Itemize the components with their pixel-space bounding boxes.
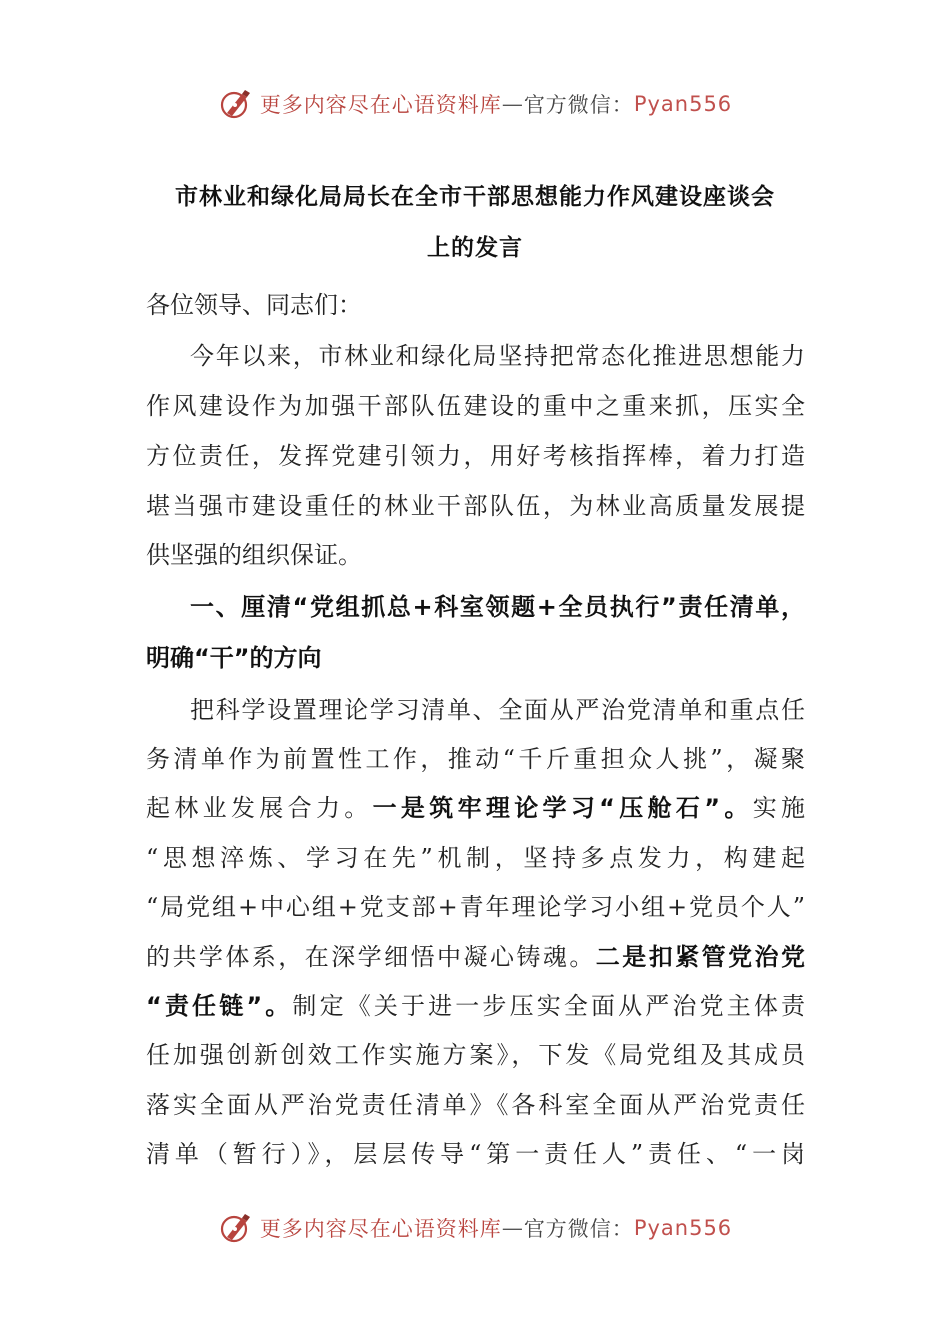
intro-line-3: 方位责任，发挥党建引领力，用好考核指挥棒，着力打造 (146, 442, 805, 470)
section-1-body-line-6 (146, 937, 805, 977)
salutation: 各位领导、同志们： (146, 291, 362, 319)
footer-watermark (0, 1208, 950, 1248)
body-text: 制定《关于进一步压实全面从严治党主体责 (292, 992, 806, 1020)
document-title-line-2: 上的发言 (427, 235, 523, 261)
intro-line-4: 堪当强市建设重任的林业干部队伍，为林业高质量发展提 (146, 492, 805, 520)
watermark-text: 更多内容尽在心语资料库 (259, 1217, 502, 1241)
body-text: 实施 (752, 794, 806, 822)
pen-nib-circle-icon (218, 1210, 254, 1246)
section-1-body-line-10: 清单（暂行）》，层层传导“第一责任人”责任、“一岗 (146, 1140, 805, 1168)
watermark-separator: — (501, 92, 524, 116)
watermark-separator: — (501, 1216, 524, 1240)
header-watermark (0, 84, 950, 124)
section-1-heading-line-2: 明确“干”的方向 (146, 644, 322, 672)
emphasis-point-2-cont: “责任链”。 (146, 992, 293, 1020)
intro-line-5: 供坚强的组织保证。 (146, 541, 362, 569)
body-text: 的共学体系，在深学细悟中凝心铸魂。 (146, 943, 596, 971)
section-1-body-line-1: 把科学设置理论学习清单、全面从严治党清单和重点任 (190, 696, 805, 724)
section-1-body-line-2: 务清单作为前置性工作，推动“千斤重担众人挑”，凝聚 (146, 745, 805, 773)
watermark-wechat-label: 官方微信： (523, 1217, 634, 1241)
section-1-body-line-8: 任加强创新创效工作实施方案》，下发《局党组及其成员 (146, 1041, 805, 1069)
section-1-body-line-5: “局党组+中心组+党支部+青年理论学习小组+党员个人” (146, 893, 805, 921)
section-1-body-line-7 (146, 986, 805, 1026)
section-1-body-line-9: 落实全面从严治党责任清单》《各科室全面从严治党责任 (146, 1091, 805, 1119)
document-title-line-1: 市林业和绿化局局长在全市干部思想能力作风建设座谈会 (175, 184, 775, 210)
body-text: 起林业发展合力。 (146, 794, 373, 822)
watermark-wechat-id: Pyan556 (633, 92, 733, 116)
emphasis-point-1: 一是筑牢理论学习“压舱石”。 (372, 794, 753, 822)
intro-line-1: 今年以来，市林业和绿化局坚持把常态化推进思想能力 (190, 342, 805, 370)
intro-line-2: 作风建设作为加强干部队伍建设的重中之重来抓，压实全 (146, 392, 805, 420)
watermark-text: 更多内容尽在心语资料库 (259, 93, 502, 117)
watermark-wechat-id: Pyan556 (633, 1216, 733, 1240)
watermark-wechat-label: 官方微信： (523, 93, 634, 117)
section-1-heading-line-1: 一、厘清“党组抓总+科室领题+全员执行”责任清单， (190, 593, 805, 621)
pen-nib-circle-icon (218, 86, 254, 122)
section-1-body-line-3 (146, 788, 805, 828)
section-1-body-line-4: “思想淬炼、学习在先”机制，坚持多点发力，构建起 (146, 844, 805, 872)
emphasis-point-2: 二是扣紧管党治党 (595, 943, 806, 971)
